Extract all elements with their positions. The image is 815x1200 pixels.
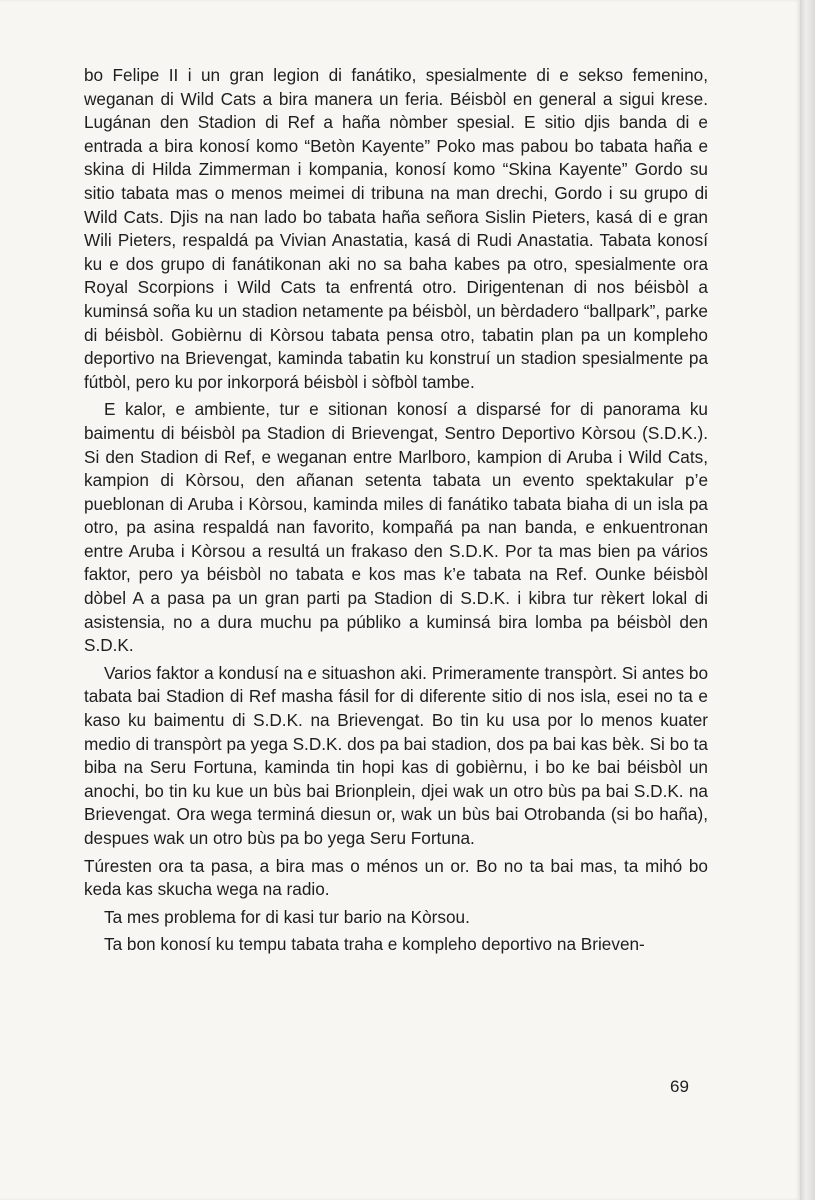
paragraph: bo Felipe II i un gran legion di fanátiko, spesialmente di e sekso femenino, weganan di Wild Cats a bira manera un feria. Béisbòl en general a sigui krese. Lugánan den Stadion di Ref a haña nòmber spesial. E sitio djis banda di e entrada a bira konosí komo “Betòn Kayente” Poko mas pabou bo tabata haña e skina di Hilda Zimmerman i kompania, konosí komo “Skina Kayente” Gordo su sitio tabata mas o menos meimei di tribuna na man drechi, Gordo i su grupo di Wild Cats. Djis na nan lado bo tabata haña señora Sislin Pieters, kasá di e gran Wili Pieters, respaldá pa Vivian Anastatia, kasá di Rudi Anastatia. Tabata konosí ku e dos grupo di fanátikonan aki no sa baha kabes pa otro, spesialmente ora Royal Scorpions i Wild Cats ta enfrentá otro. Dirigentenan di nos béisbòl a kuminsá soña ku un stadion netamente pa béisbòl, un bèrdadero “ballpark”, parke di béisbòl. Gobièrnu di Kòrsou tabata pensa otro, tabatin plan pa un kompleho deportivo na Brievengat, kaminda tabatin ku konstruí un stadion spesialmente pa fútbòl, pero ku por inkorporá béisbòl i sòfbòl tambe. <box>84 65 708 392</box>
page-edge <box>800 0 815 1200</box>
paragraph: Túresten ora ta pasa, a bira mas o ménos un or. Bo no ta bai mas, ta mihó bo keda kas skucha wega na radio. <box>84 855 708 900</box>
paragraph: Varios faktor a kondusí na e situashon aki. Primeramente transpòrt. Si antes bo tabata bai Stadion di Ref masha fásil for di diferente sitio di nos isla, esei no ta e kaso ku baimentu di S.D.K. na Brievengat. Bo tin ku usa por lo menos kuater medio di transpòrt pa yega S.D.K. dos pa bai stadion, dos pa bai kas bèk. Si bo ta biba na Seru Fortuna, kaminda tin hopi kas di gobièrnu, i bo ke bai béisbòl un anochi, bo tin ku kue un bùs bai Brionplein, djei wak un otro bùs pa bai S.D.K. na Brievengat. Ora wega terminá diesun or, wak un bùs bai Otrobanda (si bo haña), despues wak un otro bùs pa bo yega Seru Fortuna. <box>84 662 708 848</box>
paragraph: Ta mes problema for di kasi tur bario na Kòrsou. <box>104 906 470 927</box>
page-number: 69 <box>670 1077 689 1096</box>
paragraph: E kalor, e ambiente, tur e sitionan konosí a disparsé for di panorama ku baimentu di béisbòl pa Stadion di Brievengat, Sentro Deportivo Kòrsou (S.D.K.). Si den Stadion di Ref, e weganan entre Marlboro, kampion di Aruba i Wild Cats, kampion di Kòrsou, den añanan setenta tabata un evento spektakular p’e pueblonan di Aruba i Kòrsou, kaminda miles di fanátiko tabata biaha di un isla pa otro, pa asina respaldá nan favorito, kompañá pa nan banda, e enkuentronan entre Aruba i Kòrsou a resultá un frakaso den S.D.K. Por ta mas bien pa vários faktor, pero ya béisbòl no tabata e kos mas k’e tabata na Ref. Ounke béisbòl dòbel A a pasa pa un gran parti pa Stadion di S.D.K. i kibra tur rèkert lokal di asistensia, no a dura muchu pa públiko a kuminsá bira lomba pa béisbòl den S.D.K. <box>84 399 708 656</box>
body-text <box>84 64 708 961</box>
paragraph: Ta bon konosí ku tempu tabata traha e kompleho deportivo na Brieven- <box>104 934 645 955</box>
